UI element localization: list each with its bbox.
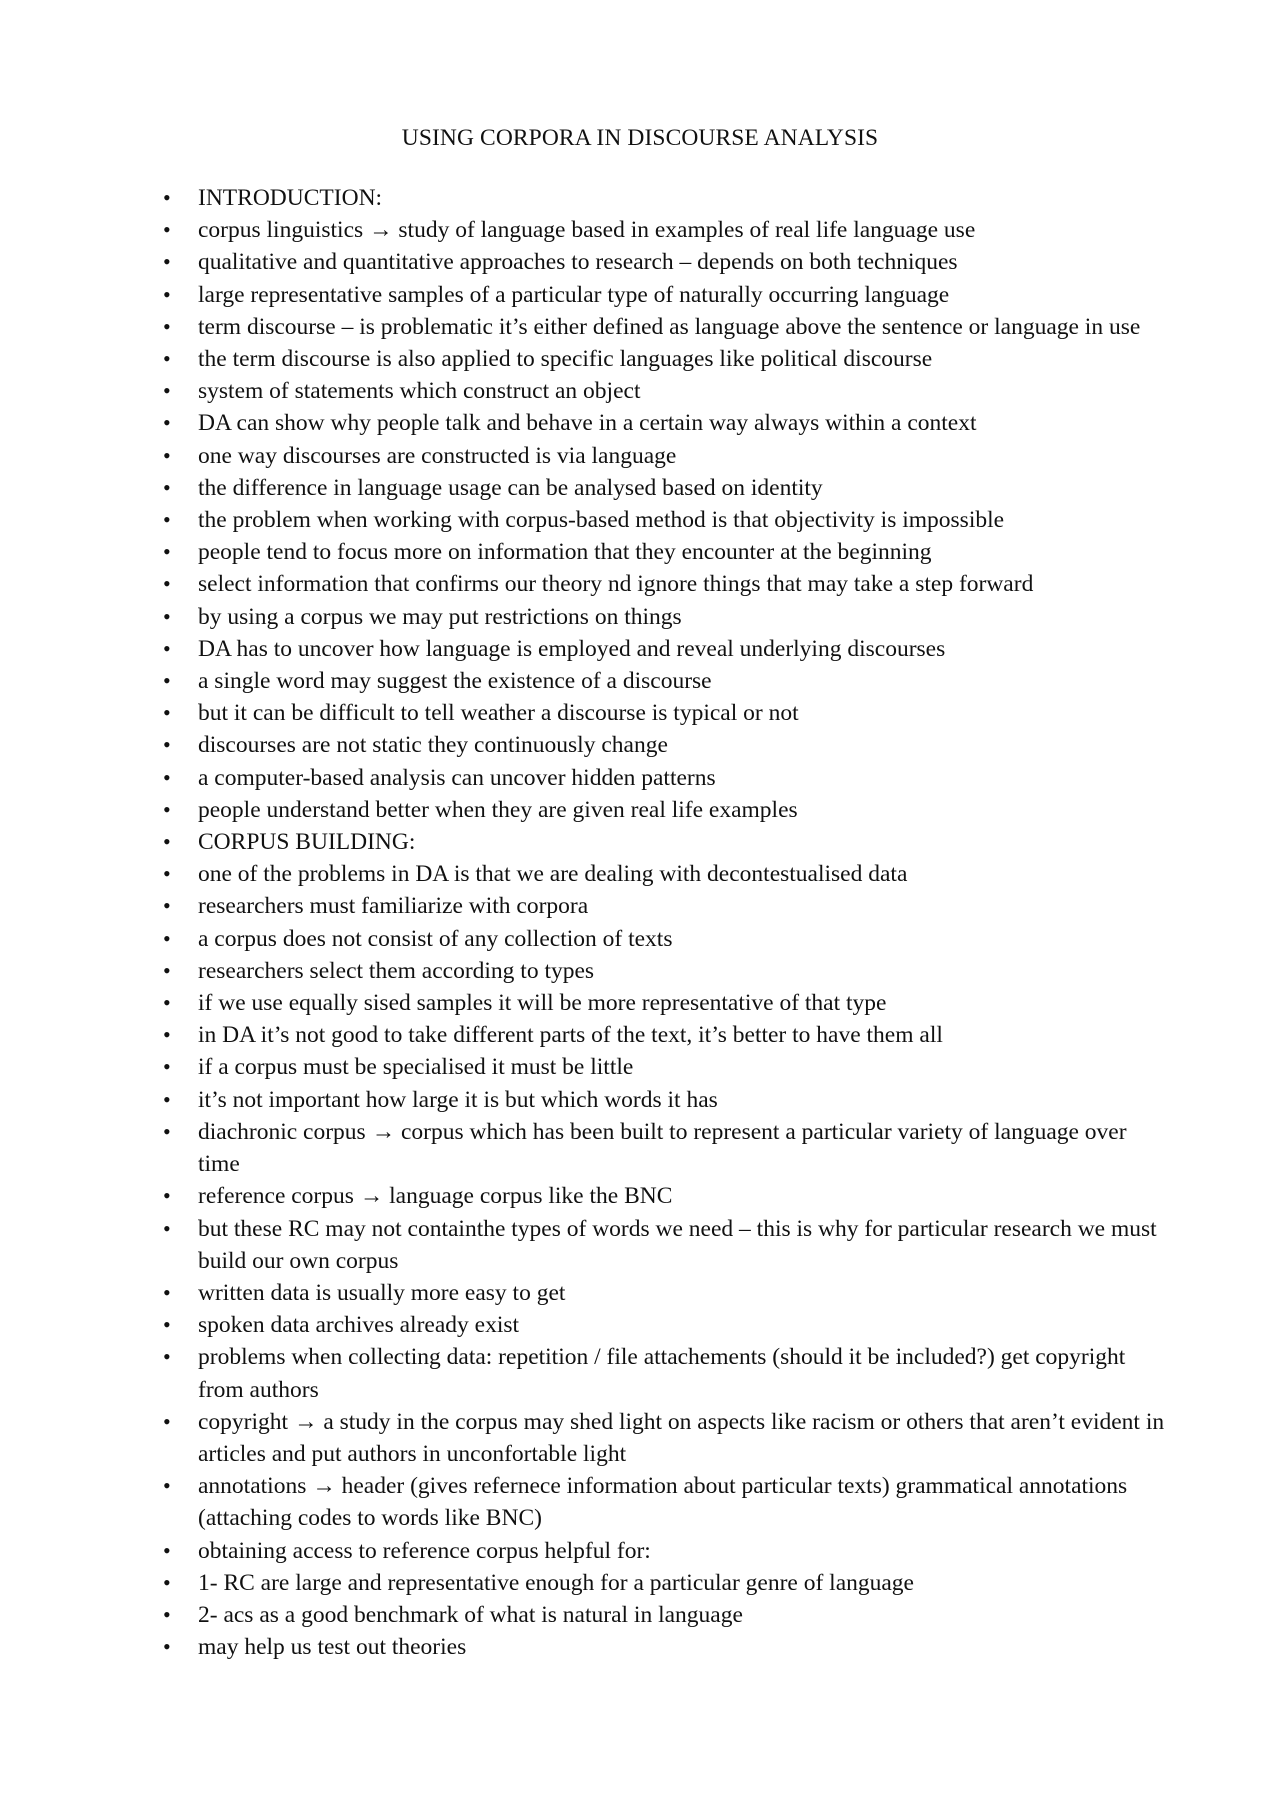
bullet-item: • diachronic corpus → corpus which has been built to represent a particular variety of language over time	[163, 1116, 1173, 1180]
bullet-item: • researchers must familiarize with corpora	[163, 890, 1173, 922]
bullet-item: • term discourse – is problematic it’s either defined as language above the sentence or language in use	[163, 311, 1173, 343]
bullet-item: • a computer-based analysis can uncover hidden patterns	[163, 762, 1173, 794]
bullet-item: • CORPUS BUILDING:	[163, 826, 1173, 858]
bullet-item: • reference corpus → language corpus like the BNC	[163, 1180, 1173, 1212]
bullet-item: • one of the problems in DA is that we are dealing with decontestualised data	[163, 858, 1173, 890]
bullet-item: • a corpus does not consist of any collection of texts	[163, 923, 1173, 955]
bullet-item: • may help us test out theories	[163, 1631, 1173, 1663]
bullet-item: • 2- acs as a good benchmark of what is natural in language	[163, 1599, 1173, 1631]
bullet-item: • discourses are not static they continuously change	[163, 729, 1173, 761]
bullet-item: • system of statements which construct an object	[163, 375, 1173, 407]
bullet-item: • qualitative and quantitative approaches to research – depends on both techniques	[163, 246, 1173, 278]
bullet-list	[163, 182, 1173, 1663]
bullet-item: • people tend to focus more on information that they encounter at the beginning	[163, 536, 1173, 568]
bullet-item: • researchers select them according to types	[163, 955, 1173, 987]
bullet-item: • DA can show why people talk and behave in a certain way always within a context	[163, 407, 1173, 439]
bullet-item: • the difference in language usage can be analysed based on identity	[163, 472, 1173, 504]
bullet-item: • corpus linguistics → study of language based in examples of real life language use	[163, 214, 1173, 246]
bullet-item: • INTRODUCTION:	[163, 182, 1173, 214]
bullet-item: • the term discourse is also applied to specific languages like political discourse	[163, 343, 1173, 375]
bullet-item: • 1- RC are large and representative enough for a particular genre of language	[163, 1567, 1173, 1599]
bullet-item: • large representative samples of a particular type of naturally occurring language	[163, 279, 1173, 311]
document-title: USING CORPORA IN DISCOURSE ANALYSIS	[401, 125, 879, 151]
bullet-item: • written data is usually more easy to get	[163, 1277, 1173, 1309]
bullet-item: • copyright → a study in the corpus may shed light on aspects like racism or others that aren’t evident in articles and put authors in unconfortable light	[163, 1406, 1173, 1470]
bullet-item: • but these RC may not containthe types of words we need – this is why for particular research we must build our own corpus	[163, 1213, 1173, 1277]
bullet-item: • DA has to uncover how language is employed and reveal underlying discourses	[163, 633, 1173, 665]
bullet-item: • it’s not important how large it is but which words it has	[163, 1084, 1173, 1116]
bullet-item: • spoken data archives already exist	[163, 1309, 1173, 1341]
bullet-item: • the problem when working with corpus-based method is that objectivity is impossible	[163, 504, 1173, 536]
bullet-item: • annotations → header (gives refernece information about particular texts) grammatical annotations (attaching codes to words like BNC)	[163, 1470, 1173, 1534]
bullet-item: • if we use equally sised samples it will be more representative of that type	[163, 987, 1173, 1019]
bullet-item: • in DA it’s not good to take different parts of the text, it’s better to have them all	[163, 1019, 1173, 1051]
bullet-item: • problems when collecting data: repetition / file attachements (should it be included?) get copyright from authors	[163, 1341, 1173, 1405]
bullet-item: • one way discourses are constructed is via language	[163, 440, 1173, 472]
bullet-item: • but it can be difficult to tell weather a discourse is typical or not	[163, 697, 1173, 729]
bullet-item: • if a corpus must be specialised it must be little	[163, 1051, 1173, 1083]
bullet-item: • a single word may suggest the existence of a discourse	[163, 665, 1173, 697]
bullet-item: • people understand better when they are given real life examples	[163, 794, 1173, 826]
bullet-item: • select information that confirms our theory nd ignore things that may take a step forward	[163, 568, 1173, 600]
bullet-item: • by using a corpus we may put restrictions on things	[163, 601, 1173, 633]
bullet-item: • obtaining access to reference corpus helpful for:	[163, 1535, 1173, 1567]
